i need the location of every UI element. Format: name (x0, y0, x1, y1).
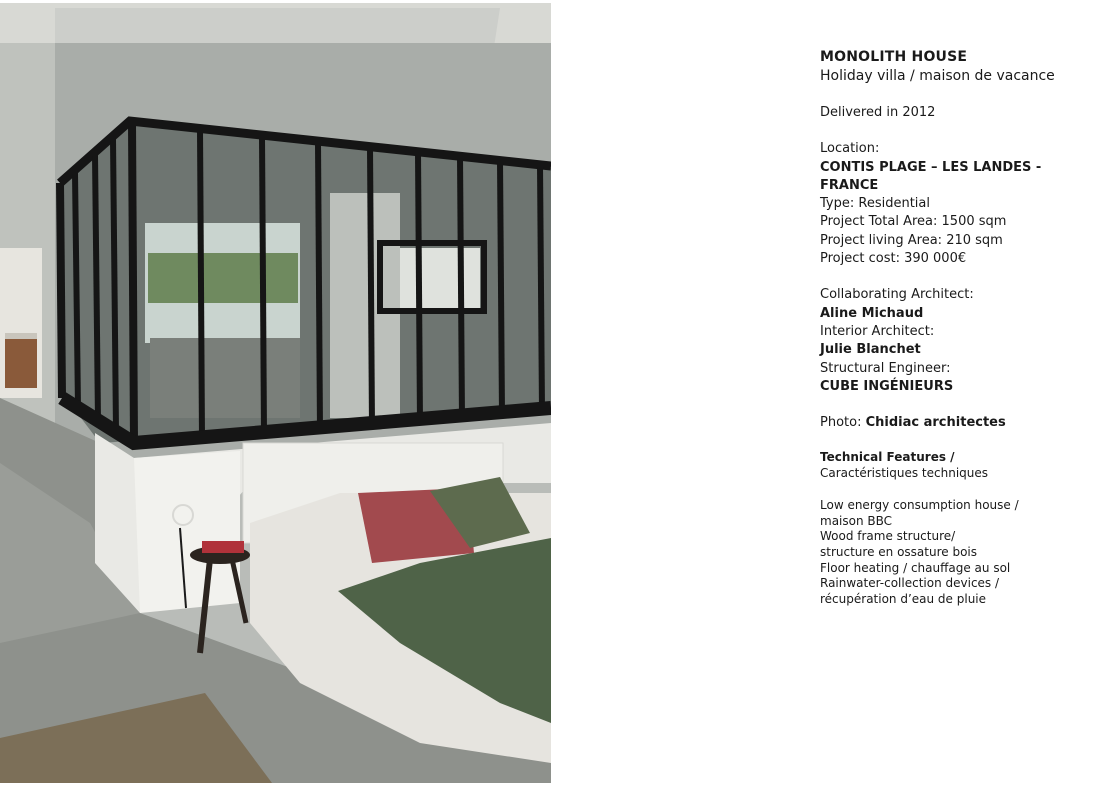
project-subtitle: Holiday villa / maison de vacance (820, 68, 1055, 84)
feature-line: Rainwater-collection devices / (820, 576, 1000, 591)
features-heading: Technical Features / (820, 450, 955, 465)
photo-credit-name: Chidiac architectes (865, 415, 1006, 431)
project-title: MONOLITH HOUSE (820, 49, 968, 65)
project-cost: Project cost: 390 000€ (820, 251, 967, 267)
structural-engineer-label: Structural Engineer: (820, 360, 951, 376)
photo-credit (820, 414, 1080, 432)
feature-line: maison BBC (820, 513, 893, 528)
living-area: Project living Area: 210 sqm (820, 232, 1003, 248)
collab-architect-label: Collaborating Architect: (820, 287, 974, 303)
feature-line: Low energy consumption house / (820, 497, 1019, 512)
feature-line: récupération d’eau de pluie (820, 592, 987, 607)
book (202, 541, 244, 553)
features-heading-fr: Caractéristiques techniques (820, 466, 989, 481)
delivered-year: Delivered in 2012 (820, 105, 936, 120)
location-value-line2: FRANCE (820, 177, 879, 193)
feature-line: structure en ossature bois (820, 544, 977, 559)
project-type: Type: Residential (820, 196, 930, 212)
feature-line: Wood frame structure/ (820, 529, 956, 544)
photo-credit-label: Photo: (820, 415, 866, 431)
interior-architect-name: Julie Blanchet (820, 342, 921, 358)
structural-engineer-name: CUBE INGÉNIEURS (820, 378, 954, 394)
location-value-line1: CONTIS PLAGE – LES LANDES - (820, 159, 1042, 175)
feature-line: Floor heating / chauffage au sol (820, 560, 1011, 575)
project-info (820, 48, 1080, 608)
location-label: Location: (820, 141, 880, 157)
interior-bedroom-photo (0, 3, 551, 783)
interior-architect-label: Interior Architect: (820, 323, 935, 339)
total-area: Project Total Area: 1500 sqm (820, 214, 1007, 230)
collab-architect-name: Aline Michaud (820, 305, 924, 321)
